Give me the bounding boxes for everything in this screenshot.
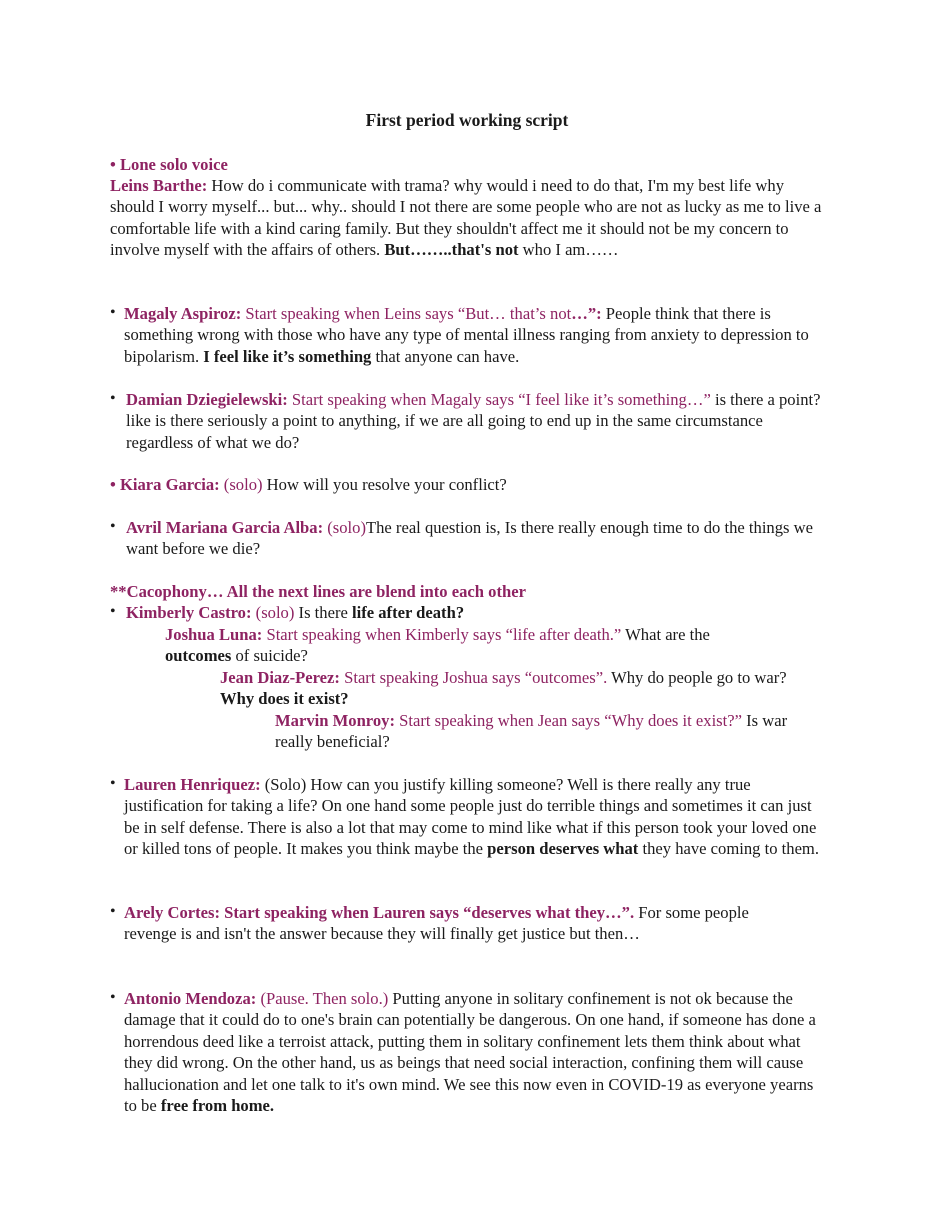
magaly-paragraph bbox=[124, 303, 830, 367]
speaker-name: Avril Mariana Garcia Alba: bbox=[126, 518, 324, 537]
line-text: they have coming to them. bbox=[638, 839, 819, 859]
line-text: Why do people go to war? bbox=[607, 668, 787, 687]
arely-paragraph bbox=[124, 902, 784, 945]
line-text: What are the bbox=[621, 625, 710, 644]
line-text: People think that there is something wrong with those who have any type of mental illness ranging from anxiety to depression to bipolarism. bbox=[124, 304, 809, 366]
lone-solo-voice-heading: • Lone solo voice bbox=[110, 155, 228, 174]
line-text: that anyone can have. bbox=[371, 346, 520, 366]
line-text: For some people revenge is and isn't the answer because they will finally get justice but then… bbox=[124, 903, 749, 944]
line-text: of suicide? bbox=[231, 646, 308, 666]
line-text: How will you resolve your conflict? bbox=[262, 475, 507, 494]
bullet-icon: • bbox=[110, 518, 116, 535]
cue-text: (solo) bbox=[219, 475, 263, 494]
speaker-name: Marvin Monroy: bbox=[275, 711, 395, 730]
line-text: The real question is, Is there really enough time to do the things we want before we die? bbox=[126, 518, 813, 559]
speaker-name: Jean Diaz-Perez: bbox=[220, 668, 340, 687]
cue-text: Start speaking when Magaly says “I feel like it’s something…” bbox=[287, 390, 711, 409]
joshua-paragraph bbox=[165, 624, 780, 667]
speaker-name: Magaly Aspiroz: bbox=[124, 304, 242, 323]
bullet-icon: • bbox=[110, 989, 116, 1006]
emphasis: free from home. bbox=[160, 1096, 275, 1116]
line-text: (Solo) How can you justify killing someone? Well is there really any true justification for taking a life? On one hand some people just do terrible things and sometimes it can just be in self defense. There is also a lot that may come to mind like what if this person took your loved one or killed tons of people. It makes you think maybe the bbox=[124, 775, 817, 859]
emphasis: Why does it exist? bbox=[220, 689, 349, 709]
cue-text: (solo) bbox=[251, 603, 295, 622]
speaker-name: Lauren Henriquez: bbox=[124, 775, 261, 794]
page-title: First period working script bbox=[365, 110, 569, 130]
speaker-name: Arely Cortes: Start speaking when Lauren says “deserves what they…”. bbox=[124, 903, 635, 922]
speaker-name: • Kiara Garcia: bbox=[110, 475, 220, 494]
line-text: Putting anyone in solitary confinement is not ok because the damage that it could do to one's brain can potentially be dangerous. On one hand, if someone has done a horrendous deed like a terroist attack, putting them in solitary confinement lets them think about what they did wrong. On the other hand, us as beings that need social interaction, confining them will cause hallucionation and let one talk to it's own mind. We see this now even in COVID-19 as everyone yearns to be bbox=[124, 989, 816, 1116]
kimberly-paragraph bbox=[126, 602, 826, 623]
bullet-icon: • bbox=[110, 775, 116, 792]
speaker-name: Damian Dziegielewski: bbox=[126, 390, 288, 409]
jean-paragraph bbox=[220, 667, 805, 710]
cue-text: (solo) bbox=[323, 518, 366, 537]
emphasis: I feel like it’s something bbox=[203, 346, 372, 366]
cue-text: (Pause. Then solo.) bbox=[256, 989, 389, 1008]
line-text: is there a point? like is there seriously a point to anything, if we are all going to end up in the same circumstance regardless of what we do? bbox=[126, 390, 821, 452]
cue-text: Start speaking when Leins says “But… that’s not bbox=[241, 304, 572, 323]
cue-text: …”: bbox=[571, 304, 602, 323]
speaker-name: Joshua Luna: bbox=[165, 625, 263, 644]
speaker-name: Leins Barthe: bbox=[110, 176, 208, 195]
speaker-name: Antonio Mendoza: bbox=[124, 989, 257, 1008]
emphasis: But……..that's not bbox=[384, 240, 519, 260]
emphasis: life after death? bbox=[351, 603, 465, 622]
line-text: Is war really beneficial? bbox=[275, 711, 788, 752]
damian-paragraph bbox=[126, 389, 826, 453]
avril-paragraph bbox=[126, 517, 826, 560]
marvin-paragraph bbox=[275, 710, 820, 753]
speaker-name: Kimberly Castro: bbox=[126, 603, 252, 622]
line-text: who I am…… bbox=[518, 240, 619, 260]
emphasis: outcomes bbox=[165, 646, 232, 666]
line-text: How do i communicate with trama? why would i need to do that, I'm my best life why should I worry myself... but... why.. should I not there are some people who are not as lucky as me to live a comfortable life with a kind caring family. But they shouldn't affect me it should not be my concern to involve myself with the affairs of others. bbox=[110, 176, 822, 260]
kiara-paragraph bbox=[110, 474, 830, 495]
bullet-icon: • bbox=[110, 603, 116, 620]
bullet-icon: • bbox=[110, 304, 116, 321]
cue-text: Start speaking when Kimberly says “life after death.” bbox=[262, 625, 622, 644]
leins-paragraph bbox=[110, 175, 832, 261]
emphasis: person deserves what bbox=[487, 839, 639, 859]
bullet-icon: • bbox=[110, 390, 116, 407]
cue-text: Start speaking when Jean says “Why does it exist?” bbox=[394, 711, 742, 730]
bullet-icon: • bbox=[110, 903, 116, 920]
line-text: Is there bbox=[294, 603, 352, 622]
lauren-paragraph bbox=[124, 774, 826, 860]
cue-text: Start speaking Joshua says “outcomes”. bbox=[339, 668, 608, 687]
antonio-paragraph bbox=[124, 988, 828, 1116]
cacophony-heading: **Cacophony… All the next lines are blend into each other bbox=[110, 582, 526, 601]
